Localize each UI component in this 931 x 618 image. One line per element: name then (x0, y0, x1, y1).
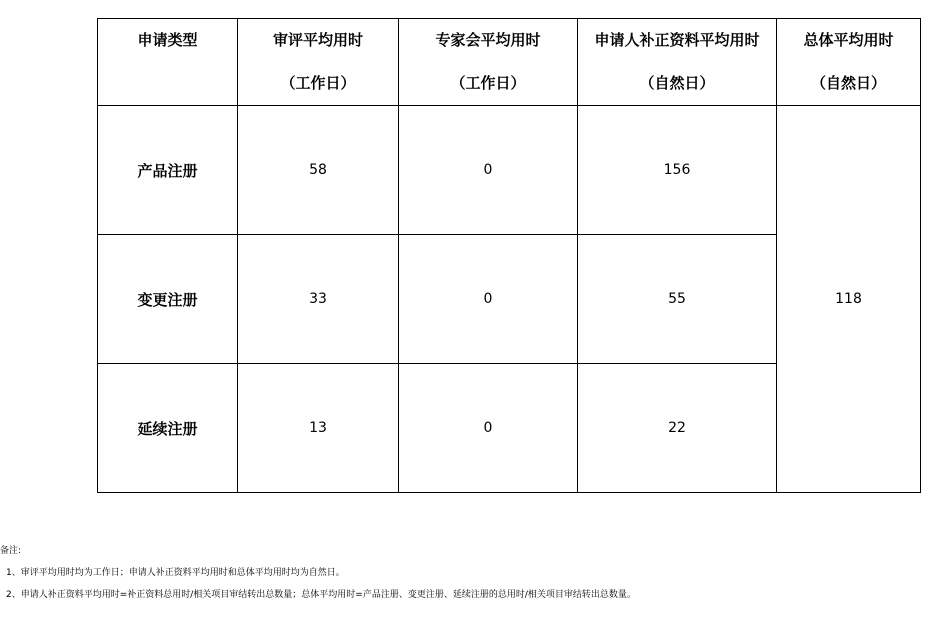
header-review-time: 审评平均用时 （工作日） (238, 19, 399, 106)
expert-time-cell: 0 (399, 235, 578, 364)
review-time-cell: 58 (238, 106, 399, 235)
review-time-cell: 13 (238, 364, 399, 493)
note-item: 1、审评平均用时均为工作日；申请人补正资料平均用时和总体平均用时均为自然日。 (6, 568, 345, 578)
expert-time-cell: 0 (399, 106, 578, 235)
expert-time-cell: 0 (399, 364, 578, 493)
supplement-time-cell: 156 (578, 106, 777, 235)
row-type-cell: 延续注册 (98, 364, 238, 493)
table-header-row (98, 19, 921, 106)
supplement-time-cell: 55 (578, 235, 777, 364)
header-application-type: 申请类型 (98, 19, 238, 106)
row-type-cell: 变更注册 (98, 235, 238, 364)
note-item: 2、申请人补正资料平均用时=补正资料总用时/相关项目审结转出总数量；总体平均用时=产品注册、变更注册、延续注册的总用时/相关项目审结转出总数量。 (6, 590, 636, 600)
row-type-cell: 产品注册 (98, 106, 238, 235)
supplement-time-cell: 22 (578, 364, 777, 493)
notes-section (0, 540, 636, 606)
notes-title: 备注: (0, 546, 22, 556)
header-supplement-time: 申请人补正资料平均用时 （自然日） (578, 19, 777, 106)
review-time-table (97, 18, 921, 493)
header-overall-time: 总体平均用时 （自然日） (777, 19, 921, 106)
table-row (98, 106, 921, 235)
review-time-cell: 33 (238, 235, 399, 364)
header-expert-meeting-time: 专家会平均用时 （工作日） (399, 19, 578, 106)
overall-time-cell: 118 (777, 106, 921, 493)
